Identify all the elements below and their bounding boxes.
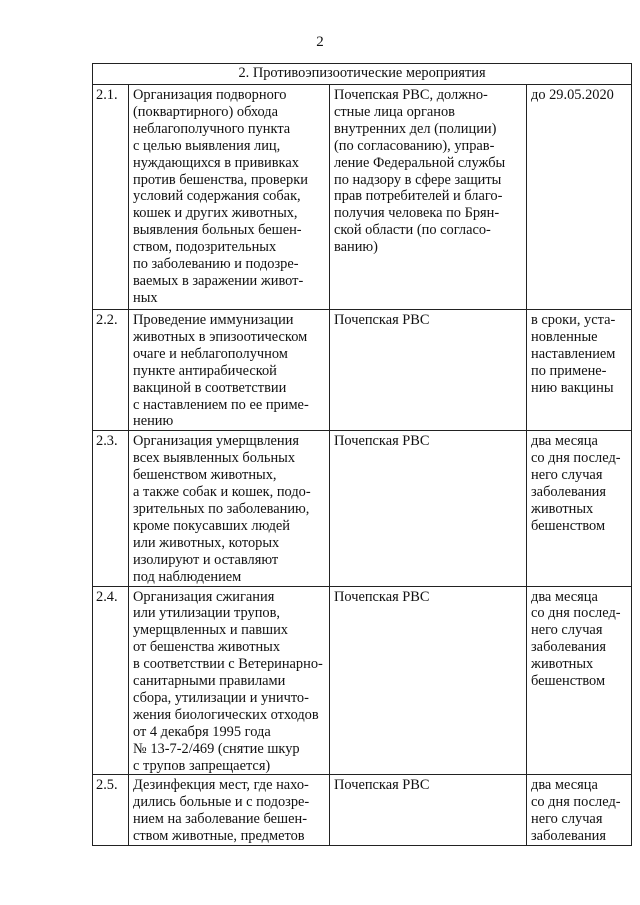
measure-description-line: сбора, утилизации и уничто- xyxy=(133,689,309,706)
measure-description-line: неблагополучного пункта xyxy=(133,120,291,137)
measure-description-line: в соответствии с Ветеринарно- xyxy=(133,656,323,673)
deadline-line: заболевания xyxy=(531,639,606,656)
table-row xyxy=(93,431,632,586)
measure-description-line: (поквартирного) обхода xyxy=(133,103,278,120)
measure-description-line: или утилизации трупов, xyxy=(133,605,280,622)
measure-description xyxy=(129,431,330,586)
section-header-row xyxy=(93,64,632,85)
measure-description-line: очаге и неблагополучном xyxy=(133,345,288,362)
measure-description-line: жения биологических отходов xyxy=(133,706,319,723)
responsible-party-line: Почепская РВС xyxy=(334,777,430,794)
measure-description-line: с наставлением по ее приме- xyxy=(133,396,309,413)
deadline-line: два месяца xyxy=(531,777,598,794)
measure-description-line: ством животные, предметов xyxy=(133,828,305,845)
deadline-line: него случая xyxy=(531,622,603,639)
deadline-line: нию вакцины xyxy=(531,379,614,396)
measure-description-line: ваемых в заражении живот- xyxy=(133,272,304,289)
measure-description-line: по заболеванию и подозре- xyxy=(133,256,299,273)
responsible-party xyxy=(330,85,527,310)
deadline xyxy=(527,586,632,775)
measure-description-line: Организация сжигания xyxy=(133,588,275,605)
responsible-party-line: Почепская РВС xyxy=(334,588,430,605)
deadline-line: до 29.05.2020 xyxy=(531,87,614,103)
measure-description-line: бешенством животных, xyxy=(133,467,277,484)
measure-description-line: № 13-7-2/469 (снятие шкур xyxy=(133,740,300,757)
measure-description xyxy=(129,85,330,310)
responsible-party xyxy=(330,431,527,586)
table-row xyxy=(93,85,632,310)
responsible-party-line: стные лица органов xyxy=(334,103,455,120)
measure-description-line: нием на заболевание бешен- xyxy=(133,811,308,828)
measure-description-line: умерщвленных и павших xyxy=(133,622,288,639)
measure-description-line: кроме покусавших людей xyxy=(133,517,291,534)
measure-description-line: животных в эпизоотическом xyxy=(133,328,308,345)
measure-description-line: дились больные и с подозре- xyxy=(133,794,310,811)
deadline-line: по примене- xyxy=(531,362,607,379)
deadline xyxy=(527,431,632,586)
responsible-party-line: ванию) xyxy=(334,239,378,256)
responsible-party-line: внутренних дел (полиции) xyxy=(334,120,497,137)
measure-description-line: или животных, которых xyxy=(133,534,280,551)
measure-description-line: под наблюдением xyxy=(133,568,242,585)
measure-description-line: Организация подворного xyxy=(133,87,287,103)
responsible-party-line: Почепская РВС xyxy=(334,433,430,450)
responsible-party xyxy=(330,586,527,775)
item-number: 2.2. xyxy=(93,310,129,431)
deadline-line: бешенством xyxy=(531,673,606,690)
measure-description-line: зрительных по заболеванию, xyxy=(133,500,310,517)
deadline-line: со дня послед- xyxy=(531,794,621,811)
table-row xyxy=(93,310,632,431)
deadline-line: со дня послед- xyxy=(531,450,621,467)
measure-description xyxy=(129,586,330,775)
measure-description xyxy=(129,310,330,431)
item-number: 2.5. xyxy=(93,775,129,846)
measure-description-line: с целью выявления лиц, xyxy=(133,137,281,154)
deadline-line: него случая xyxy=(531,467,603,484)
deadline-line: бешенством xyxy=(531,517,606,534)
measure-description-line: ных xyxy=(133,289,158,306)
measure-description-line: Дезинфекция мест, где нахо- xyxy=(133,777,309,794)
measure-description-line: пункте антирабической xyxy=(133,362,277,379)
responsible-party xyxy=(330,775,527,846)
deadline-line: два месяца xyxy=(531,433,598,450)
responsible-party-line: Почепская РВС, должно- xyxy=(334,87,488,103)
responsible-party-line: прав потребителей и благо- xyxy=(334,188,503,205)
deadline-line: заболевания xyxy=(531,828,606,845)
item-number: 2.1. xyxy=(93,85,129,310)
deadline-line: него случая xyxy=(531,811,603,828)
responsible-party-line: (по согласованию), управ- xyxy=(334,137,495,154)
measure-description-line: а также собак и кошек, подо- xyxy=(133,484,311,501)
measure-description-line: от бешенства животных xyxy=(133,639,281,656)
deadline xyxy=(527,775,632,846)
responsible-party xyxy=(330,310,527,431)
measure-description-line: вакциной в соответствии xyxy=(133,379,287,396)
deadline-line: в сроки, уста- xyxy=(531,312,616,328)
measure-description-line: от 4 декабря 1995 года xyxy=(133,723,271,740)
responsible-party-line: получия человека по Брян- xyxy=(334,205,500,222)
deadline xyxy=(527,85,632,310)
measure-description-line: кошек и других животных, xyxy=(133,205,298,222)
measure-description-line: санитарными правилами xyxy=(133,673,286,690)
section-title: 2. Противоэпизоотические мероприятия xyxy=(93,64,632,85)
deadline xyxy=(527,310,632,431)
table-body xyxy=(93,85,632,846)
item-number: 2.3. xyxy=(93,431,129,586)
measure-description xyxy=(129,775,330,846)
deadline-line: со дня послед- xyxy=(531,605,621,622)
table-row xyxy=(93,775,632,846)
measure-description-line: Организация умерщвления xyxy=(133,433,299,450)
deadline-line: животных xyxy=(531,500,594,517)
measure-description-line: выявления больных бешен- xyxy=(133,222,302,239)
table-row xyxy=(93,586,632,775)
responsible-party-line: ление Федеральной службы xyxy=(334,154,506,171)
responsible-party-line: по надзору в сфере защиты xyxy=(334,171,502,188)
measure-description-line: изолируют и оставляют xyxy=(133,551,279,568)
page-number: 2 xyxy=(316,34,324,50)
deadline-line: заболевания xyxy=(531,484,606,501)
deadline-line: наставлением xyxy=(531,345,616,362)
responsible-party-line: Почепская РВС xyxy=(334,312,430,328)
item-number: 2.4. xyxy=(93,586,129,775)
measure-description-line: против бешенства, проверки xyxy=(133,171,308,188)
measure-description-line: ством, подозрительных xyxy=(133,239,277,256)
deadline-line: животных xyxy=(531,656,594,673)
measure-description-line: условий содержания собак, xyxy=(133,188,301,205)
measure-description-line: нению xyxy=(133,413,174,430)
measures-table xyxy=(92,63,632,846)
measure-description-line: всех выявленных больных xyxy=(133,450,296,467)
measure-description-line: Проведение иммунизации xyxy=(133,312,294,328)
measure-description-line: с трупов запрещается) xyxy=(133,757,271,774)
deadline-line: новленные xyxy=(531,328,598,345)
measure-description-line: нуждающихся в прививках xyxy=(133,154,299,171)
responsible-party-line: ской области (по согласо- xyxy=(334,222,491,239)
deadline-line: два месяца xyxy=(531,588,598,605)
